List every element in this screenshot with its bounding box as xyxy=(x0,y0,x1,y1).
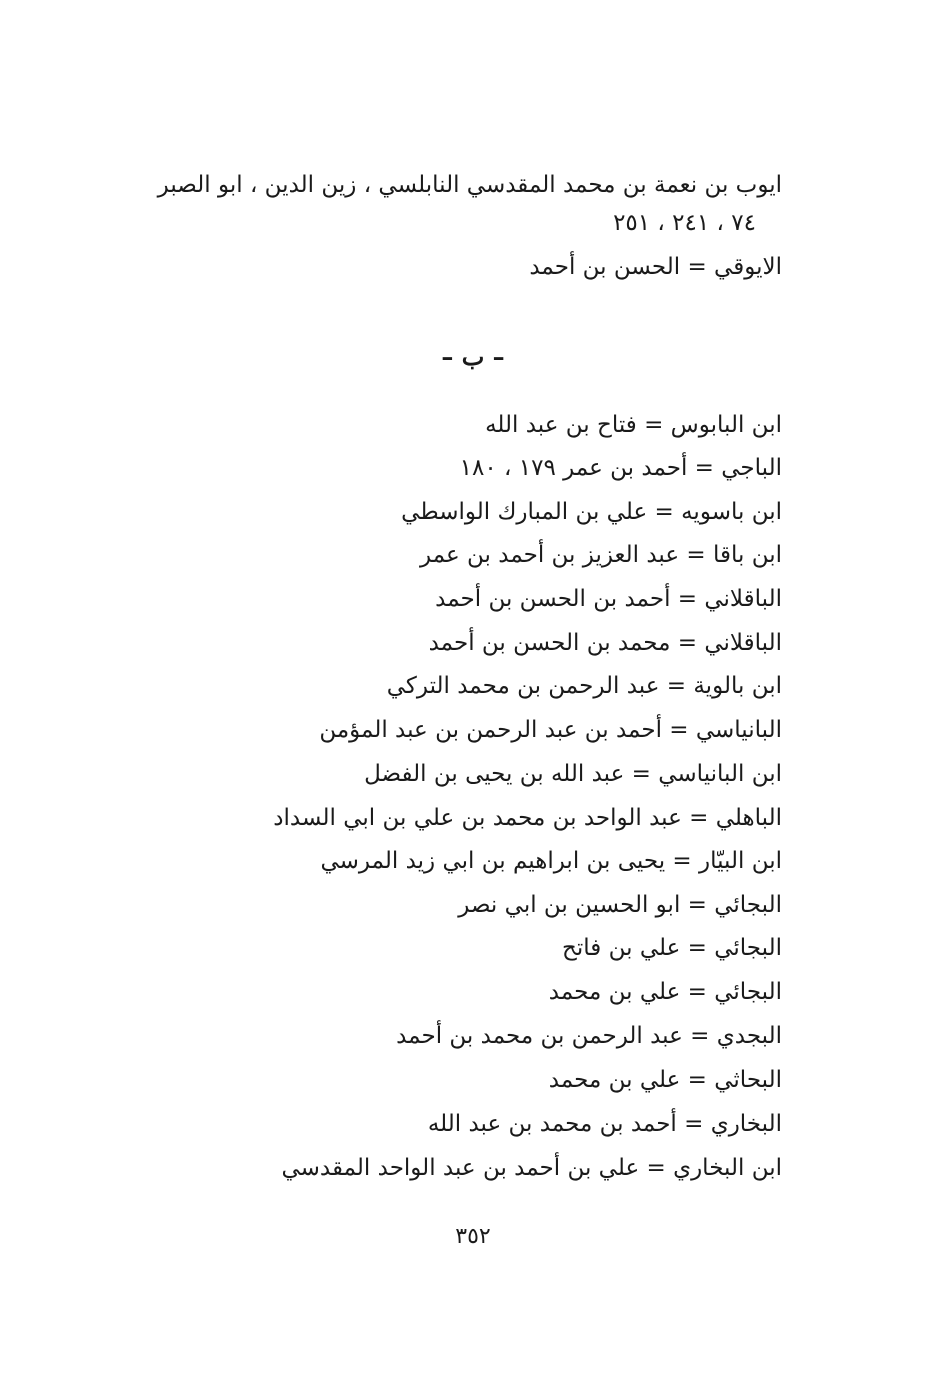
index-entry: ابن باسويه = علي بن المبارك الواسطي xyxy=(401,499,782,525)
index-entry: الباقلاني = أحمد بن الحسن بن أحمد xyxy=(435,586,782,612)
index-entry: ابن البانياسي = عبد الله بن يحيى بن الفضل xyxy=(364,761,782,787)
index-entry: ابن باقا = عبد العزيز بن أحمد بن عمر xyxy=(420,542,782,568)
index-entry: البجائي = علي بن فاتح xyxy=(562,935,782,961)
index-entry: الباهلي = عبد الواحد بن محمد بن علي بن ابي السداد xyxy=(273,805,782,831)
index-entry: الباقلاني = محمد بن الحسن بن أحمد xyxy=(428,630,782,656)
section-heading-ba: – ب – xyxy=(441,342,505,371)
top-entry-ayyub: ايوب بن نعمة بن محمد المقدسي النابلسي ، زين الدين ، ابو الصبر xyxy=(157,172,782,198)
top-entry-ayyub-pages: ٧٤ ، ٢٤١ ، ٢٥١ xyxy=(613,210,756,236)
index-entry: ابن البابوس = فتاح بن عبد الله xyxy=(485,412,782,438)
index-entry: ابن بالوية = عبد الرحمن بن محمد التركي xyxy=(386,673,782,699)
index-entry: البحاثي = علي بن محمد xyxy=(548,1067,782,1093)
index-entry: الباجي = أحمد بن عمر ١٧٩ ، ١٨٠ xyxy=(459,455,782,481)
index-entry: البجائي = ابو الحسين بن ابي نصر xyxy=(458,892,782,918)
top-entry-ayuqi: الايوقي = الحسن بن أحمد xyxy=(529,254,782,280)
index-entry: البجائي = علي بن محمد xyxy=(548,979,782,1005)
index-entry: البجدي = عبد الرحمن بن محمد بن أحمد xyxy=(396,1023,782,1049)
index-entry: ابن البيّار = يحيى بن ابراهيم بن ابي زيد المرسي xyxy=(320,848,782,874)
index-entry: البانياسي = أحمد بن عبد الرحمن بن عبد المؤمن xyxy=(319,717,782,743)
page-number: ٣٥٢ xyxy=(455,1224,491,1249)
index-entry: البخاري = أحمد بن محمد بن عبد الله xyxy=(427,1111,782,1137)
index-entry: ابن البخاري = علي بن أحمد بن عبد الواحد المقدسي xyxy=(281,1155,782,1181)
